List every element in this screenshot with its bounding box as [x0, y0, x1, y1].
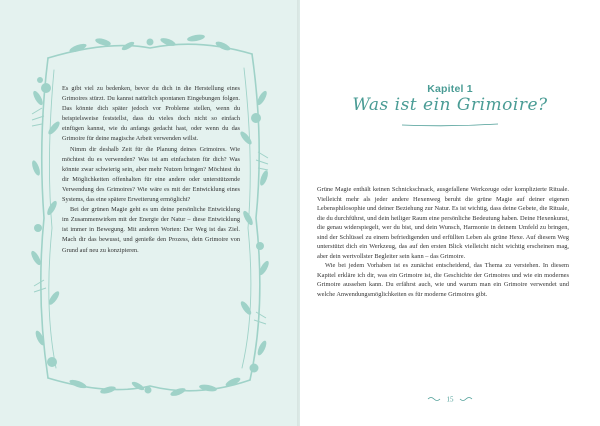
- page-number: 15: [446, 395, 454, 404]
- left-paragraph: Nimm dir deshalb Zeit für die Planung deines Grimoires. Wie möchtest du es verwenden? Was ist am einfachsten für dich? Was könnte zwar schwierig sein, aber mehr Nutzen bringen? Möchtest du dir Möglichkeiten offenhalten für eine andere oder unterstützende Verwendung des Grimoires? Wie wäre es mit der Entwicklung eines Systems, das eine spätere Erweiterung ermöglicht?: [62, 145, 240, 204]
- chapter-title: Was ist ein Grimoire?: [352, 95, 548, 115]
- right-page: [300, 0, 600, 426]
- right-paragraph: Grüne Magie enthält keinen Schnickschnack, ausgefallene Werkzeuge oder komplizierte Rituale. Vielleicht mehr als jeder andere Hexenweg beruht die grüne Magie auf deiner eigenen Lebensphilosophie und deiner Beziehung zur Natur. Es ist wichtig, dass deine Gebete, die Rituale, die du durchführst, und dein heiliger Raum eine persönliche Bedeutung haben. Deine Hexenkunst, die genau widerspiegelt, wer du bist, und dein Wunsch, Harmonie in deinem Umfeld zu bringen, sind der Schlüssel zu einem befriedigenden und erfüllten Leben als grüne Hexe. Auf diesem Weg unterstützt dich ein Werkzeug, das auf den ersten Blick vielleicht nicht wichtig erscheinen mag, aber dein wertvollster Begleiter sein kann – das Grimoire.: [317, 186, 569, 260]
- right-page-text: [317, 185, 569, 300]
- left-paragraph: Es gibt viel zu bedenken, bevor du dich in die Herstellung eines Grimoires stürzt. Du kannst natürlich spontanen Eingebungen folgen. Das könnte dich später jedoch vor Probleme stellen, wenn du beispielsweise feststellst, dass du vieles doch nicht so einfach einfügen kannst, wie du anfangs gedacht hast, oder wenn du das Grimoire für deine magische Arbeit verwenden willst.: [62, 85, 240, 143]
- title-underline-icon: [400, 122, 500, 128]
- page-footer: [300, 395, 600, 403]
- right-ornament-icon: [459, 396, 473, 402]
- left-page-text: [62, 84, 240, 256]
- chapter-label: Kapitel 1: [427, 83, 473, 95]
- left-ornament-icon: [427, 396, 441, 402]
- right-paragraph: Wie bei jedem Vorhaben ist es zunächst entscheidend, das Thema zu verstehen. In diesem Kapitel erkläre ich dir, was ein Grimoire ist, die Geschichte der Grimoires und wie ein modernes Grimoire aussehen kann. Du erfährst auch, wie und warum man ein Grimoire verwendet und welche Anwendungsmöglichkeiten es für moderne Grimoires gibt.: [317, 262, 569, 299]
- left-paragraph: Bei der grünen Magie geht es um deine persönliche Entwicklung im Zusammenwirken mit der Energie der Natur – diese Entwicklung ist immer in Bewegung. Mit anderen Worten: Der Weg ist das Ziel. Mach dir das bewusst, und genieße den Prozess, dein Grimoire von Grund auf neu zu konzipieren.: [62, 206, 240, 254]
